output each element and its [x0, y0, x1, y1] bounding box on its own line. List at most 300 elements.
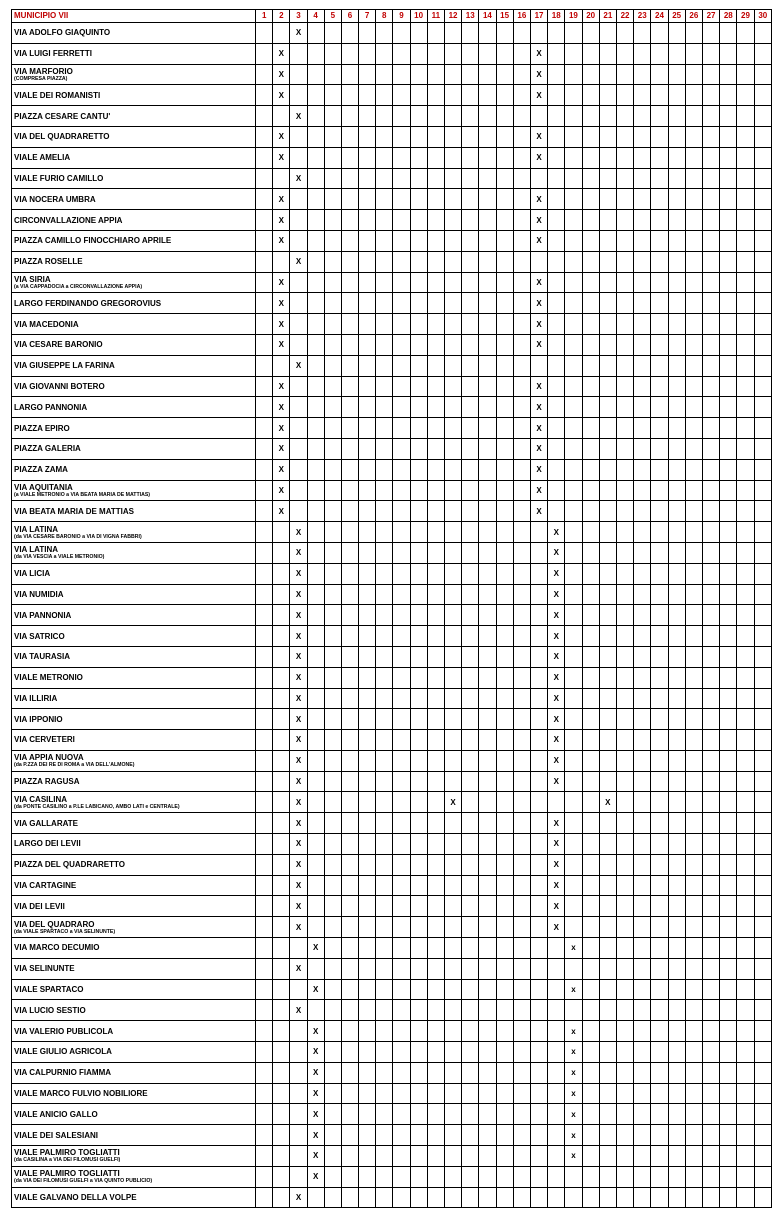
street-name-cell	[12, 418, 256, 439]
day-cell	[668, 334, 685, 355]
day-cell	[444, 854, 461, 875]
day-cell	[410, 43, 427, 64]
day-cell	[616, 938, 633, 959]
day-cell	[582, 189, 599, 210]
day-cell	[462, 563, 479, 584]
day-cell	[754, 251, 771, 272]
day-cell	[359, 64, 376, 85]
day-cell	[324, 750, 341, 771]
day-cell	[634, 1042, 651, 1063]
day-cell	[548, 1042, 565, 1063]
day-cell	[256, 1125, 273, 1146]
day-cell	[616, 501, 633, 522]
day-cell	[754, 1146, 771, 1167]
day-cell	[273, 730, 290, 751]
day-cell	[668, 958, 685, 979]
day-cell	[376, 418, 393, 439]
day-mark: X	[530, 272, 547, 293]
street-name: VIA SIRIA	[14, 274, 51, 284]
day-cell	[359, 771, 376, 792]
day-cell	[324, 1083, 341, 1104]
day-cell	[256, 688, 273, 709]
day-cell	[702, 938, 719, 959]
day-cell	[530, 168, 547, 189]
day-cell	[634, 1104, 651, 1125]
day-cell	[324, 896, 341, 917]
day-cell	[668, 314, 685, 335]
day-cell	[737, 501, 754, 522]
day-mark: X	[290, 646, 307, 667]
day-cell	[427, 854, 444, 875]
day-cell	[427, 376, 444, 397]
day-cell	[444, 1104, 461, 1125]
day-cell	[720, 64, 737, 85]
day-mark: X	[290, 522, 307, 543]
day-cell	[530, 1000, 547, 1021]
day-cell	[634, 397, 651, 418]
day-cell	[548, 64, 565, 85]
day-cell	[273, 896, 290, 917]
day-cell	[737, 605, 754, 626]
day-cell	[496, 418, 513, 439]
day-cell	[393, 43, 410, 64]
day-cell	[513, 230, 530, 251]
day-cell	[720, 397, 737, 418]
day-cell	[582, 709, 599, 730]
table-row	[12, 979, 772, 1000]
day-cell	[702, 480, 719, 501]
day-cell	[634, 813, 651, 834]
day-cell	[513, 584, 530, 605]
day-cell	[651, 210, 668, 231]
day-cell	[754, 147, 771, 168]
table-row	[12, 605, 772, 626]
day-cell	[393, 126, 410, 147]
day-cell	[582, 792, 599, 813]
day-cell	[582, 501, 599, 522]
day-cell	[634, 501, 651, 522]
day-mark: X	[290, 750, 307, 771]
day-cell	[616, 958, 633, 979]
day-cell	[462, 917, 479, 938]
day-cell	[651, 750, 668, 771]
day-cell	[393, 646, 410, 667]
day-mark: X	[548, 750, 565, 771]
day-cell	[685, 126, 702, 147]
day-cell	[256, 979, 273, 1000]
day-cell	[754, 646, 771, 667]
day-cell	[513, 979, 530, 1000]
day-cell	[582, 272, 599, 293]
day-cell	[410, 251, 427, 272]
day-cell	[737, 1146, 754, 1167]
day-cell	[702, 750, 719, 771]
day-cell	[427, 522, 444, 543]
day-cell	[273, 792, 290, 813]
day-cell	[393, 1042, 410, 1063]
day-cell	[548, 168, 565, 189]
day-cell	[582, 875, 599, 896]
day-cell	[702, 792, 719, 813]
day-cell	[530, 771, 547, 792]
day-cell	[599, 730, 616, 751]
day-cell	[359, 106, 376, 127]
table-row	[12, 917, 772, 938]
day-cell	[273, 1104, 290, 1125]
day-cell	[565, 688, 582, 709]
day-cell	[548, 334, 565, 355]
day-cell	[427, 542, 444, 563]
day-cell	[548, 792, 565, 813]
day-cell	[754, 730, 771, 751]
day-cell	[290, 1083, 307, 1104]
day-cell	[513, 85, 530, 106]
day-cell	[513, 834, 530, 855]
day-cell	[273, 1146, 290, 1167]
day-cell	[462, 459, 479, 480]
day-cell	[359, 1104, 376, 1125]
day-cell	[565, 459, 582, 480]
street-name-cell	[12, 334, 256, 355]
day-cell	[668, 563, 685, 584]
day-cell	[307, 896, 324, 917]
day-cell	[444, 43, 461, 64]
day-cell	[273, 168, 290, 189]
day-cell	[410, 397, 427, 418]
day-cell	[616, 1021, 633, 1042]
day-cell	[376, 792, 393, 813]
table-row	[12, 355, 772, 376]
day-cell	[359, 730, 376, 751]
day-cell	[444, 23, 461, 44]
street-name: VIA NUMIDIA	[14, 589, 64, 599]
day-cell	[496, 1104, 513, 1125]
street-cleaning-calendar-table	[11, 9, 772, 1208]
street-name-cell	[12, 1000, 256, 1021]
day-cell	[720, 667, 737, 688]
day-cell	[616, 563, 633, 584]
day-cell	[256, 397, 273, 418]
day-cell	[702, 230, 719, 251]
day-cell	[307, 522, 324, 543]
day-cell	[307, 813, 324, 834]
day-cell	[307, 542, 324, 563]
day-cell	[307, 23, 324, 44]
table-row	[12, 210, 772, 231]
day-cell	[582, 230, 599, 251]
day-cell	[273, 626, 290, 647]
day-cell	[479, 147, 496, 168]
day-cell	[376, 334, 393, 355]
day-cell	[702, 771, 719, 792]
day-mark: X	[548, 709, 565, 730]
day-cell	[685, 314, 702, 335]
day-cell	[582, 584, 599, 605]
day-cell	[393, 314, 410, 335]
day-cell	[341, 334, 358, 355]
table-row	[12, 1000, 772, 1021]
day-cell	[737, 917, 754, 938]
day-cell	[668, 709, 685, 730]
street-name: VIALE ANICIO GALLO	[14, 1109, 98, 1119]
day-cell	[530, 896, 547, 917]
day-cell	[685, 563, 702, 584]
day-cell	[530, 584, 547, 605]
day-cell	[651, 1104, 668, 1125]
day-cell	[324, 917, 341, 938]
day-cell	[341, 979, 358, 1000]
day-cell	[513, 147, 530, 168]
day-cell	[565, 480, 582, 501]
day-cell	[410, 730, 427, 751]
day-cell	[256, 1021, 273, 1042]
day-cell	[496, 189, 513, 210]
day-cell	[479, 43, 496, 64]
day-cell	[427, 688, 444, 709]
day-cell	[273, 251, 290, 272]
day-cell	[427, 958, 444, 979]
day-cell	[256, 834, 273, 855]
day-cell	[737, 106, 754, 127]
street-name-cell	[12, 709, 256, 730]
day-cell	[548, 355, 565, 376]
day-cell	[462, 189, 479, 210]
day-cell	[565, 917, 582, 938]
table-row	[12, 834, 772, 855]
day-cell	[359, 522, 376, 543]
day-cell	[720, 1021, 737, 1042]
day-cell	[393, 85, 410, 106]
day-cell	[256, 1000, 273, 1021]
day-cell	[359, 646, 376, 667]
day-cell	[754, 189, 771, 210]
day-cell	[393, 1083, 410, 1104]
street-name-cell	[12, 147, 256, 168]
day-cell	[393, 979, 410, 1000]
day-cell	[582, 563, 599, 584]
day-cell	[444, 189, 461, 210]
day-cell	[651, 709, 668, 730]
day-mark: X	[307, 1104, 324, 1125]
day-cell	[720, 459, 737, 480]
day-cell	[479, 958, 496, 979]
day-cell	[685, 1104, 702, 1125]
day-cell	[462, 979, 479, 1000]
street-name: VIA GIUSEPPE LA FARINA	[14, 361, 115, 371]
day-cell	[565, 563, 582, 584]
day-cell	[530, 355, 547, 376]
day-cell	[324, 1166, 341, 1187]
day-cell	[754, 626, 771, 647]
day-header: 26	[685, 10, 702, 23]
day-cell	[754, 605, 771, 626]
day-cell	[427, 480, 444, 501]
day-cell	[565, 1166, 582, 1187]
day-cell	[376, 958, 393, 979]
day-cell	[513, 792, 530, 813]
day-cell	[634, 85, 651, 106]
day-cell	[668, 230, 685, 251]
day-cell	[410, 750, 427, 771]
day-cell	[737, 272, 754, 293]
street-segment-note: (da VIA VESCIA a VIALE METRONIO)	[14, 554, 105, 561]
day-cell	[582, 1000, 599, 1021]
day-cell	[582, 1187, 599, 1208]
day-mark: X	[548, 896, 565, 917]
day-cell	[565, 626, 582, 647]
day-cell	[685, 646, 702, 667]
day-cell	[256, 418, 273, 439]
day-cell	[376, 563, 393, 584]
day-cell	[341, 210, 358, 231]
day-cell	[410, 334, 427, 355]
day-cell	[754, 938, 771, 959]
day-cell	[634, 334, 651, 355]
day-cell	[548, 126, 565, 147]
day-cell	[462, 522, 479, 543]
day-mark: X	[273, 126, 290, 147]
day-cell	[685, 896, 702, 917]
day-cell	[479, 480, 496, 501]
day-cell	[444, 979, 461, 1000]
day-cell	[444, 210, 461, 231]
day-cell	[634, 168, 651, 189]
day-cell	[479, 126, 496, 147]
day-cell	[444, 376, 461, 397]
day-cell	[513, 210, 530, 231]
day-cell	[685, 334, 702, 355]
day-mark: X	[273, 501, 290, 522]
street-name: VIA LUCIO SESTIO	[14, 1005, 86, 1015]
day-mark: X	[290, 542, 307, 563]
day-cell	[634, 688, 651, 709]
day-cell	[427, 147, 444, 168]
day-cell	[444, 355, 461, 376]
day-cell	[479, 834, 496, 855]
day-cell	[256, 813, 273, 834]
day-cell	[376, 1125, 393, 1146]
day-cell	[599, 459, 616, 480]
day-cell	[359, 189, 376, 210]
day-cell	[273, 771, 290, 792]
day-cell	[668, 168, 685, 189]
day-cell	[565, 397, 582, 418]
day-cell	[651, 896, 668, 917]
day-cell	[256, 771, 273, 792]
day-cell	[496, 43, 513, 64]
day-cell	[548, 376, 565, 397]
day-cell	[376, 1104, 393, 1125]
day-cell	[496, 438, 513, 459]
day-cell	[290, 85, 307, 106]
day-cell	[273, 938, 290, 959]
day-cell	[376, 314, 393, 335]
day-cell	[359, 813, 376, 834]
street-name: VIA MARFORIO	[14, 66, 73, 76]
day-cell	[290, 501, 307, 522]
street-name: VIA MARCO DECUMIO	[14, 943, 100, 953]
day-cell	[599, 418, 616, 439]
day-cell	[685, 813, 702, 834]
day-cell	[410, 563, 427, 584]
table-row	[12, 1042, 772, 1063]
day-cell	[496, 854, 513, 875]
table-row	[12, 147, 772, 168]
day-cell	[290, 230, 307, 251]
day-cell	[720, 750, 737, 771]
day-header: 2	[273, 10, 290, 23]
day-mark: X	[290, 730, 307, 751]
day-cell	[324, 667, 341, 688]
day-cell	[324, 459, 341, 480]
day-cell	[256, 43, 273, 64]
day-cell	[668, 64, 685, 85]
day-cell	[359, 210, 376, 231]
day-cell	[256, 251, 273, 272]
day-cell	[479, 709, 496, 730]
day-mark: X	[290, 896, 307, 917]
day-cell	[599, 1187, 616, 1208]
day-cell	[599, 938, 616, 959]
day-cell	[530, 646, 547, 667]
day-cell	[393, 1125, 410, 1146]
day-cell	[444, 334, 461, 355]
day-cell	[599, 1146, 616, 1167]
day-cell	[720, 854, 737, 875]
day-cell	[444, 230, 461, 251]
day-cell	[410, 605, 427, 626]
day-cell	[737, 85, 754, 106]
day-cell	[582, 750, 599, 771]
day-cell	[307, 917, 324, 938]
day-cell	[754, 1166, 771, 1187]
day-cell	[359, 1187, 376, 1208]
day-cell	[634, 459, 651, 480]
day-cell	[256, 189, 273, 210]
day-cell	[290, 438, 307, 459]
day-cell	[341, 397, 358, 418]
day-cell	[599, 43, 616, 64]
day-cell	[410, 1166, 427, 1187]
street-name-cell	[12, 917, 256, 938]
day-mark: X	[273, 85, 290, 106]
day-header: 12	[444, 10, 461, 23]
day-cell	[513, 126, 530, 147]
day-cell	[359, 854, 376, 875]
day-cell	[685, 709, 702, 730]
day-cell	[376, 397, 393, 418]
day-mark: X	[530, 459, 547, 480]
day-cell	[427, 834, 444, 855]
day-cell	[582, 771, 599, 792]
day-cell	[256, 1146, 273, 1167]
day-cell	[513, 750, 530, 771]
day-cell	[444, 459, 461, 480]
day-cell	[651, 397, 668, 418]
day-cell	[427, 1000, 444, 1021]
day-cell	[376, 1042, 393, 1063]
day-cell	[582, 147, 599, 168]
day-cell	[651, 1042, 668, 1063]
day-header: 6	[341, 10, 358, 23]
day-cell	[616, 23, 633, 44]
street-name-cell	[12, 189, 256, 210]
day-cell	[513, 709, 530, 730]
day-mark: x	[565, 938, 582, 959]
day-cell	[324, 501, 341, 522]
day-cell	[256, 210, 273, 231]
day-cell	[582, 334, 599, 355]
